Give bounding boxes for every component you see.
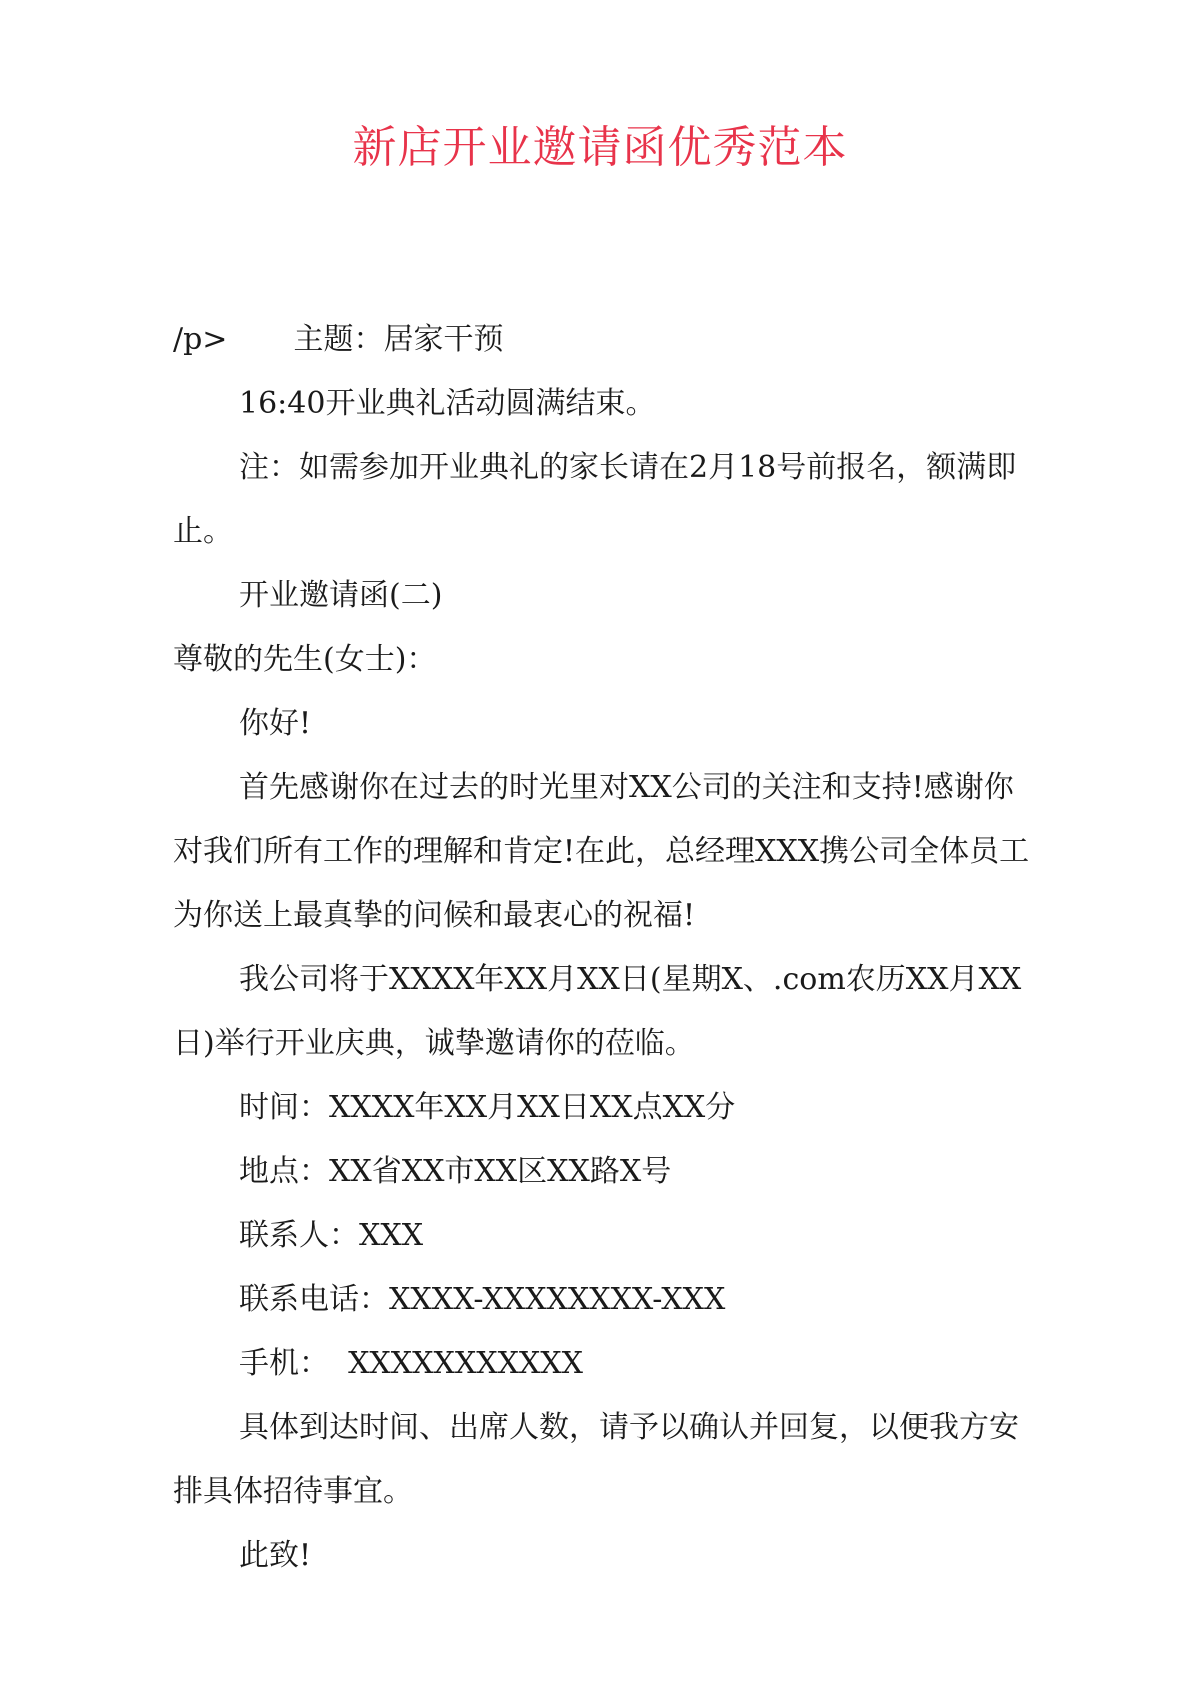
paragraph-invitation: 我公司将于XXXX年XX月XX日(星期X、.com农历XX月XX日)举行开业庆典，诚挚邀请你的莅临。 bbox=[173, 962, 1022, 1061]
paragraph-note: 注：如需参加开业典礼的家长请在2月18号前报名，额满即止。 bbox=[173, 450, 1017, 549]
detail-mobile: 手机： XXXXXXXXXXX bbox=[239, 1346, 584, 1381]
detail-contact: 联系人：XXX bbox=[239, 1218, 424, 1253]
section-heading: 开业邀请函(二) bbox=[239, 578, 443, 613]
greeting: 你好! bbox=[239, 706, 312, 741]
salutation: 尊敬的先生(女士)： bbox=[173, 642, 437, 677]
document-title: 新店开业邀请函优秀范本 bbox=[352, 122, 848, 173]
subject-text: 主题：居家干预 bbox=[293, 322, 504, 357]
document-body bbox=[173, 308, 1043, 1588]
stray-tag-text: /p> bbox=[173, 322, 228, 357]
paragraph-closing-time: 16:40开业典礼活动圆满结束。 bbox=[239, 386, 656, 421]
detail-location: 地点：XX省XX市XX区XX路X号 bbox=[239, 1154, 672, 1189]
detail-time: 时间：XXXX年XX月XX日XX点XX分 bbox=[239, 1090, 736, 1125]
subject-line bbox=[173, 308, 1043, 372]
paragraph-thanks: 首先感谢你在过去的时光里对XX公司的关注和支持!感谢你对我们所有工作的理解和肯定!在此，总经理XXX携公司全体员工为你送上最真挚的问候和最衷心的祝福! bbox=[173, 770, 1030, 933]
paragraph-rsvp: 具体到达时间、出席人数，请予以确认并回复，以便我方安排具体招待事宜。 bbox=[173, 1410, 1019, 1509]
closing: 此致! bbox=[239, 1538, 312, 1573]
detail-phone: 联系电话：XXXX-XXXXXXXX-XXX bbox=[239, 1282, 726, 1317]
